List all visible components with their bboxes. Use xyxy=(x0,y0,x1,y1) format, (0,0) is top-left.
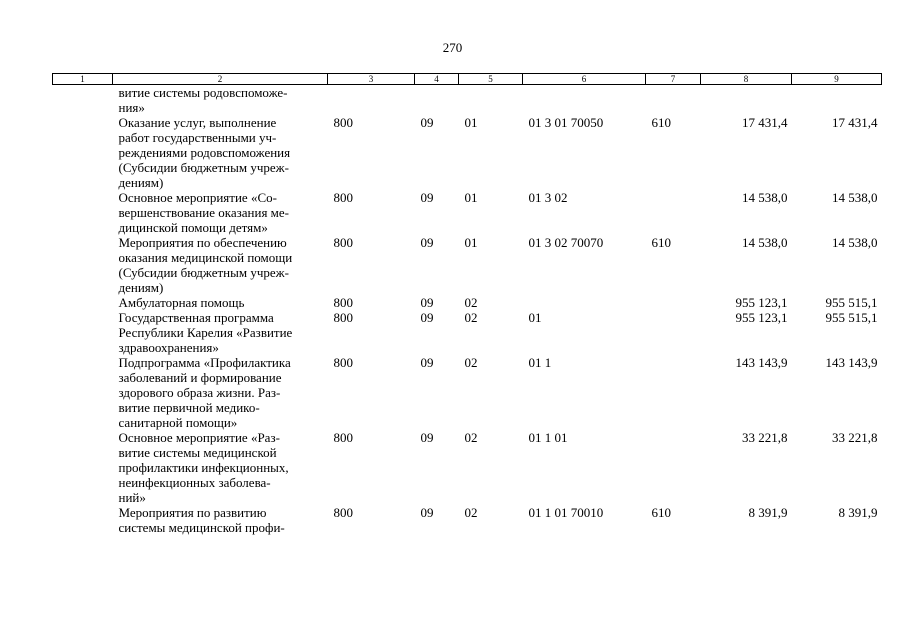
table-row xyxy=(53,310,882,355)
row-amount-9 xyxy=(792,85,882,116)
table-row xyxy=(53,430,882,505)
column-header-2: 2 xyxy=(113,74,328,85)
table-row xyxy=(53,505,882,535)
row-cell-empty xyxy=(53,115,113,190)
row-code-5: 01 xyxy=(464,115,478,130)
row-code-3: 800 xyxy=(333,310,353,325)
column-header-7: 7 xyxy=(646,74,701,85)
row-code-6: 01 1 01 70010 xyxy=(528,505,604,520)
row-code-4 xyxy=(415,85,459,116)
row-cell-empty xyxy=(53,235,113,295)
row-name: витие системы родовспоможе- ния» xyxy=(118,85,288,115)
row-code-5: 02 xyxy=(464,430,478,445)
row-code-6: 01 1 01 xyxy=(528,430,568,445)
column-header-5: 5 xyxy=(459,74,523,85)
row-code-3: 800 xyxy=(333,295,353,310)
row-name: Мероприятия по развитию системы медицинской профи- xyxy=(118,505,285,535)
row-code-6: 01 3 02 xyxy=(528,190,568,205)
row-code-5: 02 xyxy=(464,310,478,325)
row-amount-9: 143 143,9 xyxy=(825,355,878,370)
column-header-8: 8 xyxy=(701,74,792,85)
column-header-3: 3 xyxy=(328,74,415,85)
row-code-4: 09 xyxy=(420,235,434,250)
row-code-3: 800 xyxy=(333,430,353,445)
row-code-7 xyxy=(646,85,701,116)
row-code-5: 01 xyxy=(464,190,478,205)
row-code-3: 800 xyxy=(333,505,353,520)
column-header-6: 6 xyxy=(523,74,646,85)
row-code-7: 610 xyxy=(651,235,671,250)
row-amount-8: 14 538,0 xyxy=(742,235,788,250)
row-amount-9: 17 431,4 xyxy=(832,115,878,130)
row-cell-empty xyxy=(53,85,113,116)
row-name: Государственная программа Республики Карелия «Развитие здравоохранения» xyxy=(118,310,293,355)
row-amount-9: 8 391,9 xyxy=(838,505,878,520)
row-code-6: 01 1 xyxy=(528,355,552,370)
row-code-7: 610 xyxy=(651,505,671,520)
table-row xyxy=(53,85,882,116)
row-cell-empty xyxy=(53,430,113,505)
row-code-3: 800 xyxy=(333,355,353,370)
row-name: Подпрограмма «Профилактика заболеваний и формирование здорового образа жизни. Раз- витие первичной медико- санитарной помощи» xyxy=(118,355,291,430)
row-amount-9: 14 538,0 xyxy=(832,190,878,205)
row-code-4: 09 xyxy=(420,355,434,370)
row-code-4: 09 xyxy=(420,190,434,205)
column-header-9: 9 xyxy=(792,74,882,85)
row-code-5: 02 xyxy=(464,295,478,310)
row-amount-8: 33 221,8 xyxy=(742,430,788,445)
row-code-7: 610 xyxy=(651,115,671,130)
row-code-6 xyxy=(523,85,646,116)
row-amount-8: 14 538,0 xyxy=(742,190,788,205)
row-code-6: 01 3 01 70050 xyxy=(528,115,604,130)
column-header-1: 1 xyxy=(53,74,113,85)
row-code-4: 09 xyxy=(420,505,434,520)
row-name: Амбулаторная помощь xyxy=(118,295,245,310)
row-cell-empty xyxy=(53,295,113,310)
row-amount-8: 955 123,1 xyxy=(735,310,788,325)
row-amount-9: 33 221,8 xyxy=(832,430,878,445)
row-name: Основное мероприятие «Раз- витие системы медицинской профилактики инфекционных, неинфекционных заболева- ний» xyxy=(118,430,289,505)
table-row xyxy=(53,355,882,430)
row-code-6: 01 3 02 70070 xyxy=(528,235,604,250)
row-name: Основное мероприятие «Со- вершенствование оказания ме- дицинской помощи детям» xyxy=(118,190,290,235)
row-code-6: 01 xyxy=(528,310,542,325)
row-code-4: 09 xyxy=(420,295,434,310)
row-code-5: 02 xyxy=(464,505,478,520)
row-name: Оказание услуг, выполнение работ государственными уч- реждениями родовспоможения (Субсидии бюджетным учреж- дениям) xyxy=(118,115,291,190)
row-cell-empty xyxy=(53,310,113,355)
table-row xyxy=(53,115,882,190)
row-code-3: 800 xyxy=(333,190,353,205)
row-amount-8 xyxy=(701,85,792,116)
row-amount-9: 955 515,1 xyxy=(825,295,878,310)
row-code-3 xyxy=(328,85,415,116)
row-code-7 xyxy=(646,355,701,430)
row-code-4: 09 xyxy=(420,430,434,445)
row-code-4: 09 xyxy=(420,310,434,325)
row-name: Мероприятия по обеспечению оказания медицинской помощи (Субсидии бюджетным учреж- дениям) xyxy=(118,235,293,295)
table-row xyxy=(53,295,882,310)
row-code-3: 800 xyxy=(333,115,353,130)
row-code-7 xyxy=(646,295,701,310)
column-header-4: 4 xyxy=(415,74,459,85)
row-code-5 xyxy=(459,85,523,116)
row-amount-8: 8 391,9 xyxy=(748,505,788,520)
page-number: 270 xyxy=(442,40,463,55)
row-amount-8: 17 431,4 xyxy=(742,115,788,130)
table-row xyxy=(53,190,882,235)
row-code-7 xyxy=(646,190,701,235)
row-code-6 xyxy=(523,295,646,310)
row-code-5: 01 xyxy=(464,235,478,250)
row-amount-9: 955 515,1 xyxy=(825,310,878,325)
row-code-3: 800 xyxy=(333,235,353,250)
row-code-5: 02 xyxy=(464,355,478,370)
row-cell-empty xyxy=(53,190,113,235)
row-amount-9: 14 538,0 xyxy=(832,235,878,250)
row-code-7 xyxy=(646,310,701,355)
row-amount-8: 143 143,9 xyxy=(735,355,788,370)
budget-table xyxy=(52,73,882,535)
row-cell-empty xyxy=(53,505,113,535)
row-code-7 xyxy=(646,430,701,505)
row-cell-empty xyxy=(53,355,113,430)
table-row xyxy=(53,235,882,295)
row-code-4: 09 xyxy=(420,115,434,130)
row-amount-8: 955 123,1 xyxy=(735,295,788,310)
table-header-row xyxy=(53,74,882,85)
